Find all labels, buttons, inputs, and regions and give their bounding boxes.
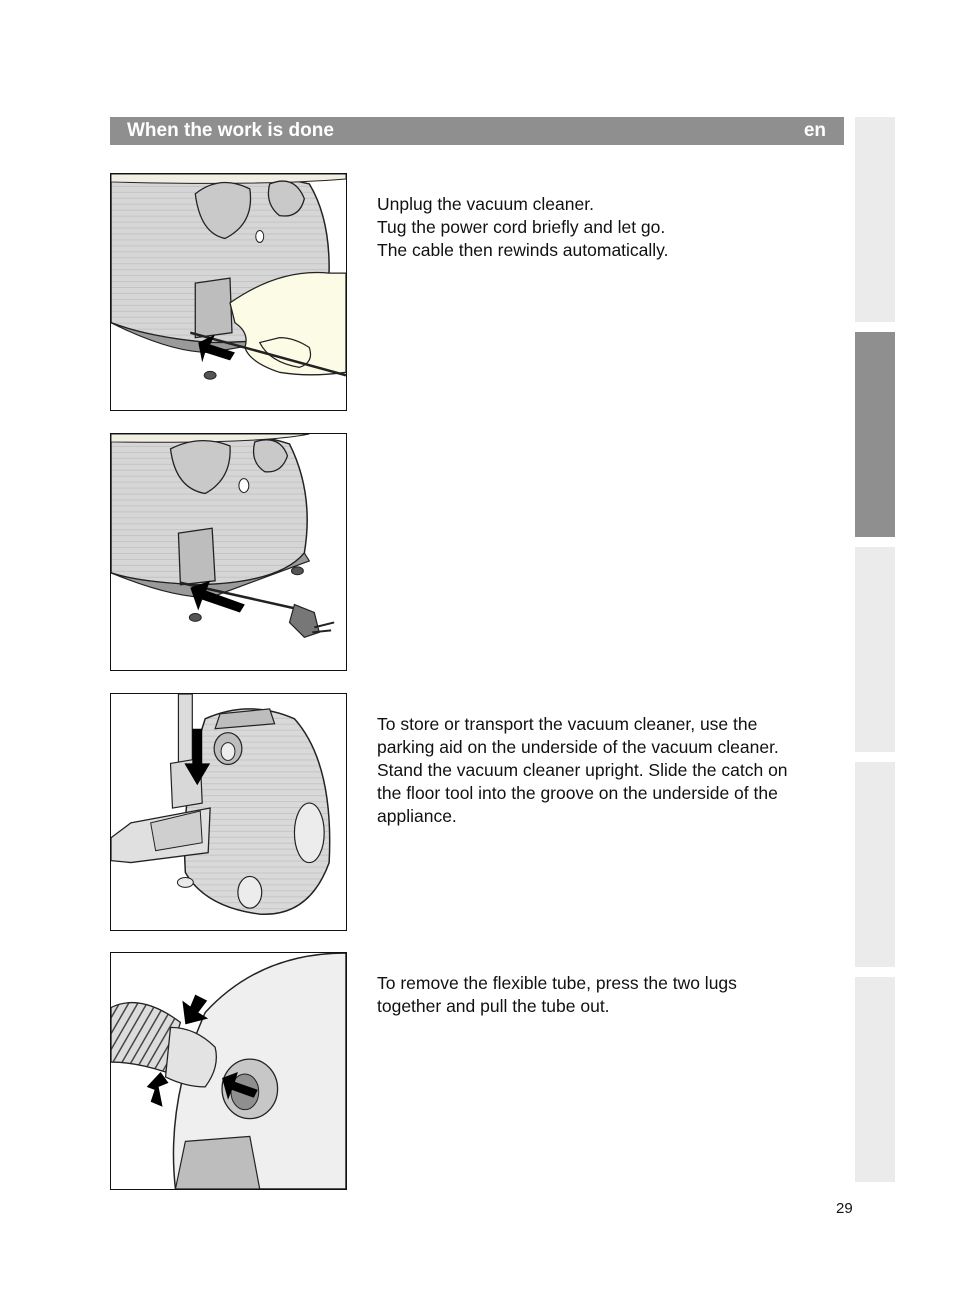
text-line: The cable then rewinds automatically. — [377, 240, 669, 260]
section-title: When the work is done — [127, 120, 334, 141]
side-tab-3 — [855, 547, 895, 752]
figure-unplug-cord — [110, 173, 347, 411]
side-tab-2-active — [855, 332, 895, 537]
text-line: Tug the power cord briefly and let go. — [377, 217, 666, 237]
step-4-text — [377, 972, 837, 1018]
section-header — [110, 117, 844, 145]
text-line: appliance. — [377, 806, 457, 826]
figure-parking-aid — [110, 693, 347, 931]
vacuum-parking-illustration — [111, 694, 346, 930]
figure-cord-retract — [110, 433, 347, 671]
step-1-text — [377, 193, 837, 262]
text-line: together and pull the tube out. — [377, 996, 610, 1016]
vacuum-cord-retract-illustration — [111, 434, 346, 670]
page-number: 29 — [836, 1200, 853, 1217]
vacuum-cord-illustration — [111, 174, 346, 410]
side-tab-1 — [855, 117, 895, 322]
text-line: the floor tool into the groove on the underside of the — [377, 783, 778, 803]
step-3-text — [377, 713, 837, 828]
side-tab-4 — [855, 762, 895, 967]
vacuum-tube-illustration — [111, 953, 346, 1189]
figure-remove-tube — [110, 952, 347, 1190]
side-tab-5 — [855, 977, 895, 1182]
text-line: Stand the vacuum cleaner upright. Slide the catch on — [377, 760, 788, 780]
text-line: To remove the flexible tube, press the two lugs — [377, 973, 737, 993]
text-line: Unplug the vacuum cleaner. — [377, 194, 594, 214]
language-code: en — [803, 120, 826, 141]
text-line: parking aid on the underside of the vacuum cleaner. — [377, 737, 779, 757]
text-line: To store or transport the vacuum cleaner, use the — [377, 714, 758, 734]
